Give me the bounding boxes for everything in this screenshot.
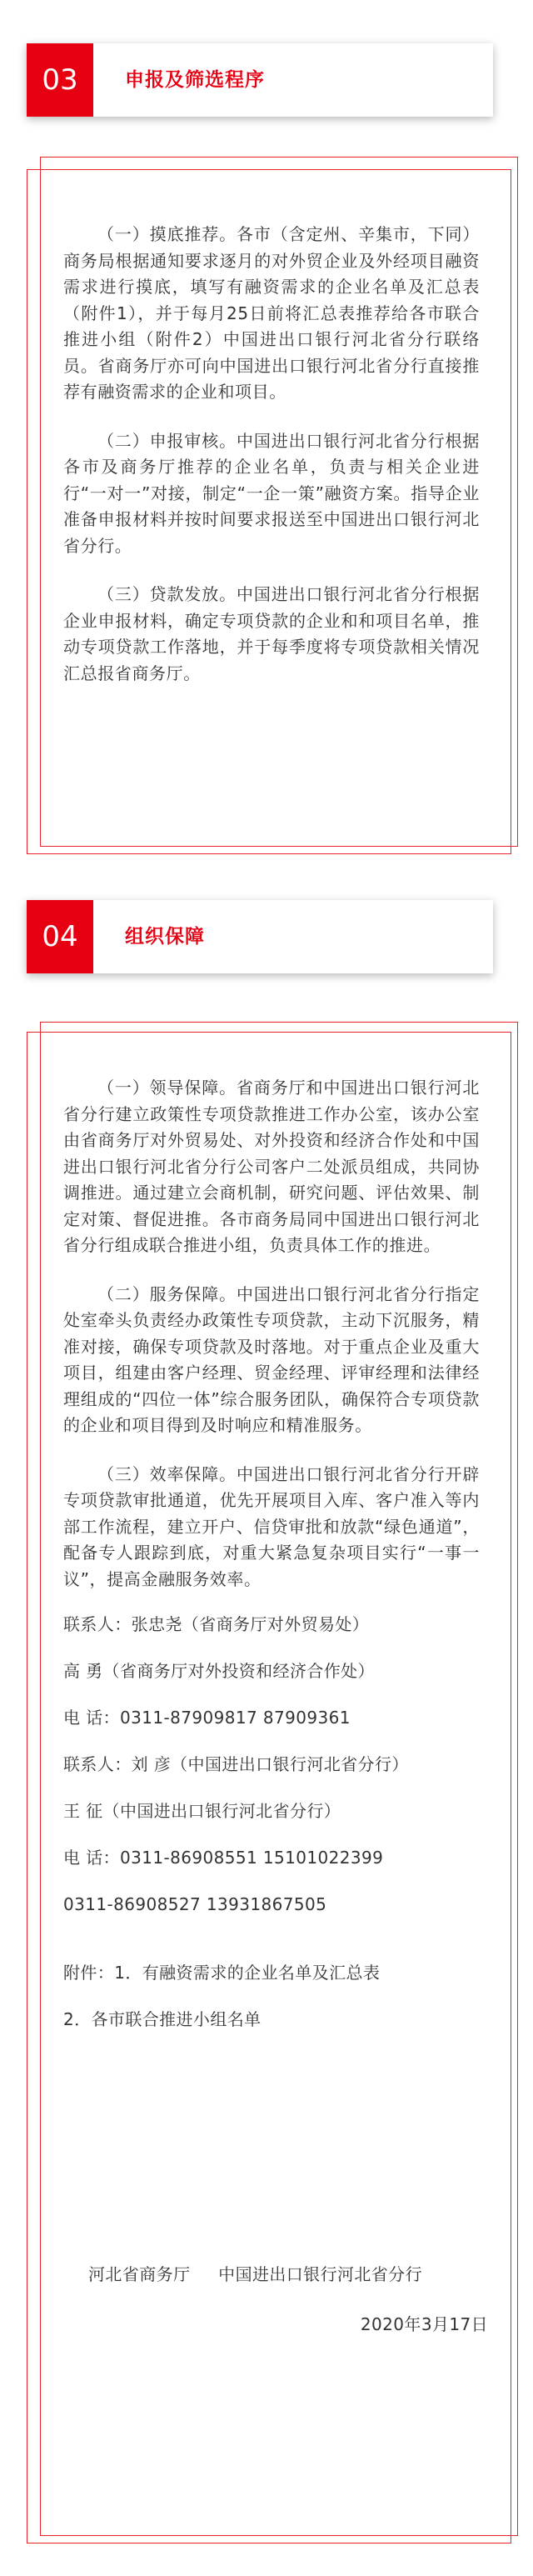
section-03-paragraph-3: （三）贷款发放。中国进出口银行河北省分行根据企业申报材料，确定专项贷款的企业和和项目名单，推动专项贷款工作落地，并于每季度将专项贷款相关情况汇总报省商务厅。: [63, 584, 480, 683]
section-04-number-badge: 04: [27, 900, 93, 973]
contact-line-2: 高 勇（省商务厅对外投资和经济合作处）: [63, 1661, 375, 1681]
section-03-body: [63, 222, 480, 709]
attachment-line-2: 2．各市联合推进小组名单: [63, 2009, 262, 2029]
section-04-header: [27, 900, 493, 973]
section-04-body: [63, 1075, 488, 2334]
contact-list: [63, 1612, 480, 1917]
document-date: 2020年3月17日: [360, 2314, 488, 2334]
contact-line-6: 电 话：0311-86908551 15101022399: [63, 1848, 384, 1868]
contact-line-5: 王 征（中国进出口银行河北省分行）: [63, 1801, 341, 1821]
attachment-line-1: 附件：1．有融资需求的企业名单及汇总表: [63, 1963, 381, 1983]
signature-line: 河北省商务厅 中国进出口银行河北省分行: [88, 2264, 422, 2284]
attachment-list: [63, 1960, 480, 2032]
section-03-number-badge: 03: [27, 43, 93, 117]
section-04-paragraph-2: （二）服务保障。中国进出口银行河北省分行指定处室牵头负责经办政策性专项贷款，主动下沉服务，精准对接，确保专项贷款及时落地。对于重点企业及重大项目，组建由客户经理、贸金经理、评审经理和法律经理组成的“四位一体”综合服务团队，确保符合专项贷款的企业和项目得到及时响应和精准服务。: [63, 1283, 480, 1435]
contact-line-1: 联系人：张忠尧（省商务厅对外贸易处）: [63, 1614, 370, 1634]
section-04-title: 组织保障: [125, 926, 205, 948]
section-03-title: 申报及筛选程序: [125, 69, 265, 91]
section-04-paragraph-3: （三）效率保障。中国进出口银行河北省分行开辟专项贷款审批通道，优先开展项目入库、客户准入等内部工作流程，建立开户、信贷审批和放款“绿色通道”，配备专人跟踪到底，对重大紧急复杂项目实行“一事一议”，提高金融服务效率。: [63, 1463, 480, 1589]
section-03-paragraph-1: （一）摸底推荐。各市（含定州、辛集市，下同）商务局根据通知要求逐月的对外贸企业及外经项目融资需求进行摸底，填写有融资需求的企业名单及汇总表（附件1），并于每月25日前将汇总表推荐给各市联合推进小组（附件2）中国进出口银行河北省分行联络员。省商务厅亦可向中国进出口银行河北省分行直接推荐有融资需求的企业和项目。: [63, 224, 480, 402]
section-03-header: [27, 43, 493, 117]
contact-line-3: 电 话：0311-87909817 87909361: [63, 1708, 351, 1728]
section-04-paragraph-1: （一）领导保障。省商务厅和中国进出口银行河北省分行建立政策性专项贷款推进工作办公室，该办公室由省商务厅对外贸易处、对外投资和经济合作处和中国进出口银行河北省分行公司客户二处派员组成，共同协调推进。通过建立会商机制，研究问题、评估效果、制定对策、督促进推。各市商务局同中国进出口银行河北省分行组成联合推进小组，负责具体工作的推进。: [63, 1078, 480, 1255]
contact-line-7: 0311-86908527 13931867505: [63, 1894, 327, 1914]
contact-line-4: 联系人：刘 彦（中国进出口银行河北省分行）: [63, 1754, 409, 1774]
section-03-paragraph-2: （二）申报审核。中国进出口银行河北省分行根据各市及商务厅推荐的企业名单，负责与相关企业进行“一对一”对接，制定“一企一策”融资方案。指导企业准备申报材料并按时间要求报送至中国进出口银行河北省分行。: [63, 430, 480, 556]
